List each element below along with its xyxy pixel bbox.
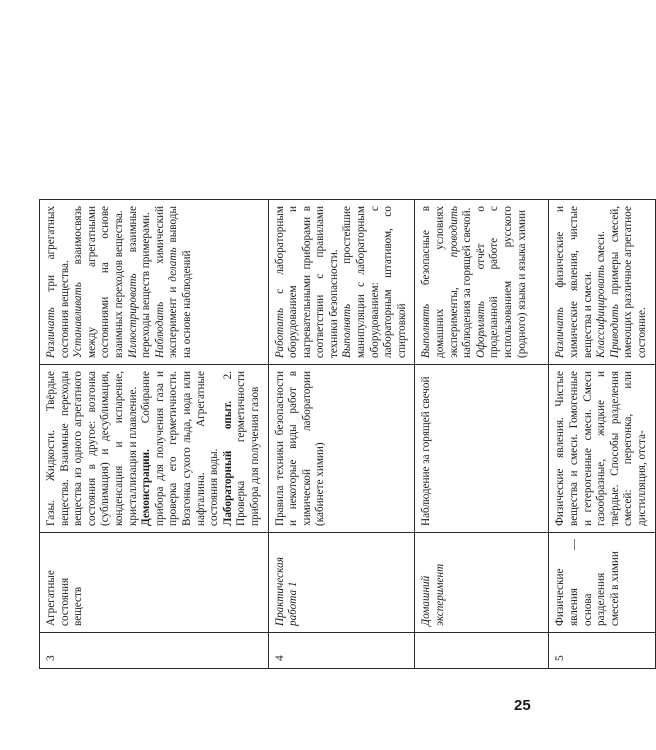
activity-verb: Выполнять (420, 303, 433, 358)
activities-cell (415, 200, 549, 365)
lesson-number-cell: 4 (268, 633, 415, 669)
topic-text: Агрегатные состояния веществ (45, 570, 85, 626)
lesson-number-cell: 5 (549, 633, 655, 669)
lesson-plan-table-wrap (39, 18, 648, 669)
table-row (549, 18, 655, 669)
activity-verb: Оформлять (474, 301, 487, 358)
activity-verb: Различать (554, 307, 567, 358)
lab-text: 2. Проверка герметичности прибора для получения газов (221, 371, 261, 526)
activity-verb: Приводить (608, 304, 621, 358)
activities-cell (268, 200, 415, 365)
activity-text: простейшие манипуляции с лабораторным оборудованием: с лабораторным штативом, со спиртовкой (341, 206, 408, 358)
activity-text: выводы на основе наблюдений (167, 206, 193, 358)
topic-cell (415, 533, 549, 633)
demo-text: Собирание прибора для получения газа и проверка его герметичности. Возгонка сухого льда, иода или нафталина. Агрегатные состояния воды. (140, 371, 221, 526)
activity-verb: Устанавливать (72, 282, 85, 358)
content-text: Газы. Жидкости. Твёрдые вещества. Взаимные переходы вещества из одного агрегатного состояния в другое: возгонка (сублимация) и десублимация, конденсация и испарение, кристаллизация и плавление. (45, 371, 139, 526)
activity-text: отчёт о проделанной работе с использованием русского (родного) языка и языка химии (474, 206, 528, 358)
table-row (415, 18, 549, 669)
activity-text: примеры смесей, имеющих различное агрегатное состояние. (608, 206, 648, 358)
activity-text: взаимные переходы веществ примерами. (126, 206, 153, 358)
lesson-number-cell: 3 (40, 633, 269, 669)
activity-text: смеси. (595, 231, 608, 265)
activity-verb: проводить (447, 206, 460, 258)
content-cell (415, 365, 549, 533)
topic-cell (40, 533, 269, 633)
activity-text: наблюдения за горящей свечой. (461, 207, 474, 358)
content-cell (549, 365, 655, 533)
topic-cell (268, 533, 415, 633)
lesson-plan-table (39, 17, 656, 669)
topic-text: Практическая работа 1 (273, 557, 300, 626)
activity-verb: Наблюдать (153, 301, 166, 358)
activity-verb: Классифицировать (595, 264, 608, 358)
table-row (40, 18, 269, 669)
activity-verb: Иллюстрировать (126, 273, 139, 358)
activity-verb: Различать (45, 307, 57, 358)
page-number: 25 (514, 697, 531, 714)
topic-cell (549, 533, 655, 633)
activities-cell (40, 200, 269, 365)
activity-text: химический эксперимент и (153, 206, 180, 358)
activity-verb: делать (167, 247, 180, 282)
content-cell (268, 365, 415, 533)
lesson-number-cell (415, 633, 549, 669)
activity-verb: Работать (273, 307, 286, 358)
activity-text: с лабораторным оборудованием и нагревательными приборами в соответствии с правилами техники безопасности. (273, 206, 340, 358)
activity-text: физические и химические явления, чистые вещества и смеси. (554, 206, 594, 358)
activities-cell (549, 200, 655, 365)
content-text: Правила техники безопасности и некоторые виды работ в химической лаборатории (кабинете химии) (273, 371, 327, 526)
activity-verb: Выполнять (341, 303, 354, 358)
activity-text: три агрегатных состояния вещества. (45, 206, 71, 358)
demo-label: Демонстрации. (140, 449, 153, 526)
content-cell (40, 365, 269, 533)
topic-text: Домашний эксперимент (420, 563, 447, 626)
topic-text: Физические явления — основа разделения смесей в химии (554, 539, 621, 626)
rotated-table-frame (39, 18, 648, 669)
activity-text: взаимосвязь между агрегатными состояниями на основе взаимных переходов вещества. (72, 206, 125, 358)
content-text: Наблюдение за горящей свечой (420, 376, 433, 526)
content-text: Физические явления. Чистые вещества и смеси. Гомогенные и гетерогенные смеси. Смеси газообразные, жидкие и твёрдые. Способы разделения смесей: перегонка, или дистилляция, отста- (554, 371, 648, 526)
activity-text: безопасные в домашних условиях эксперименты, (420, 206, 460, 358)
lab-label: Лабораторный опыт. (221, 400, 234, 526)
table-row (268, 18, 415, 669)
